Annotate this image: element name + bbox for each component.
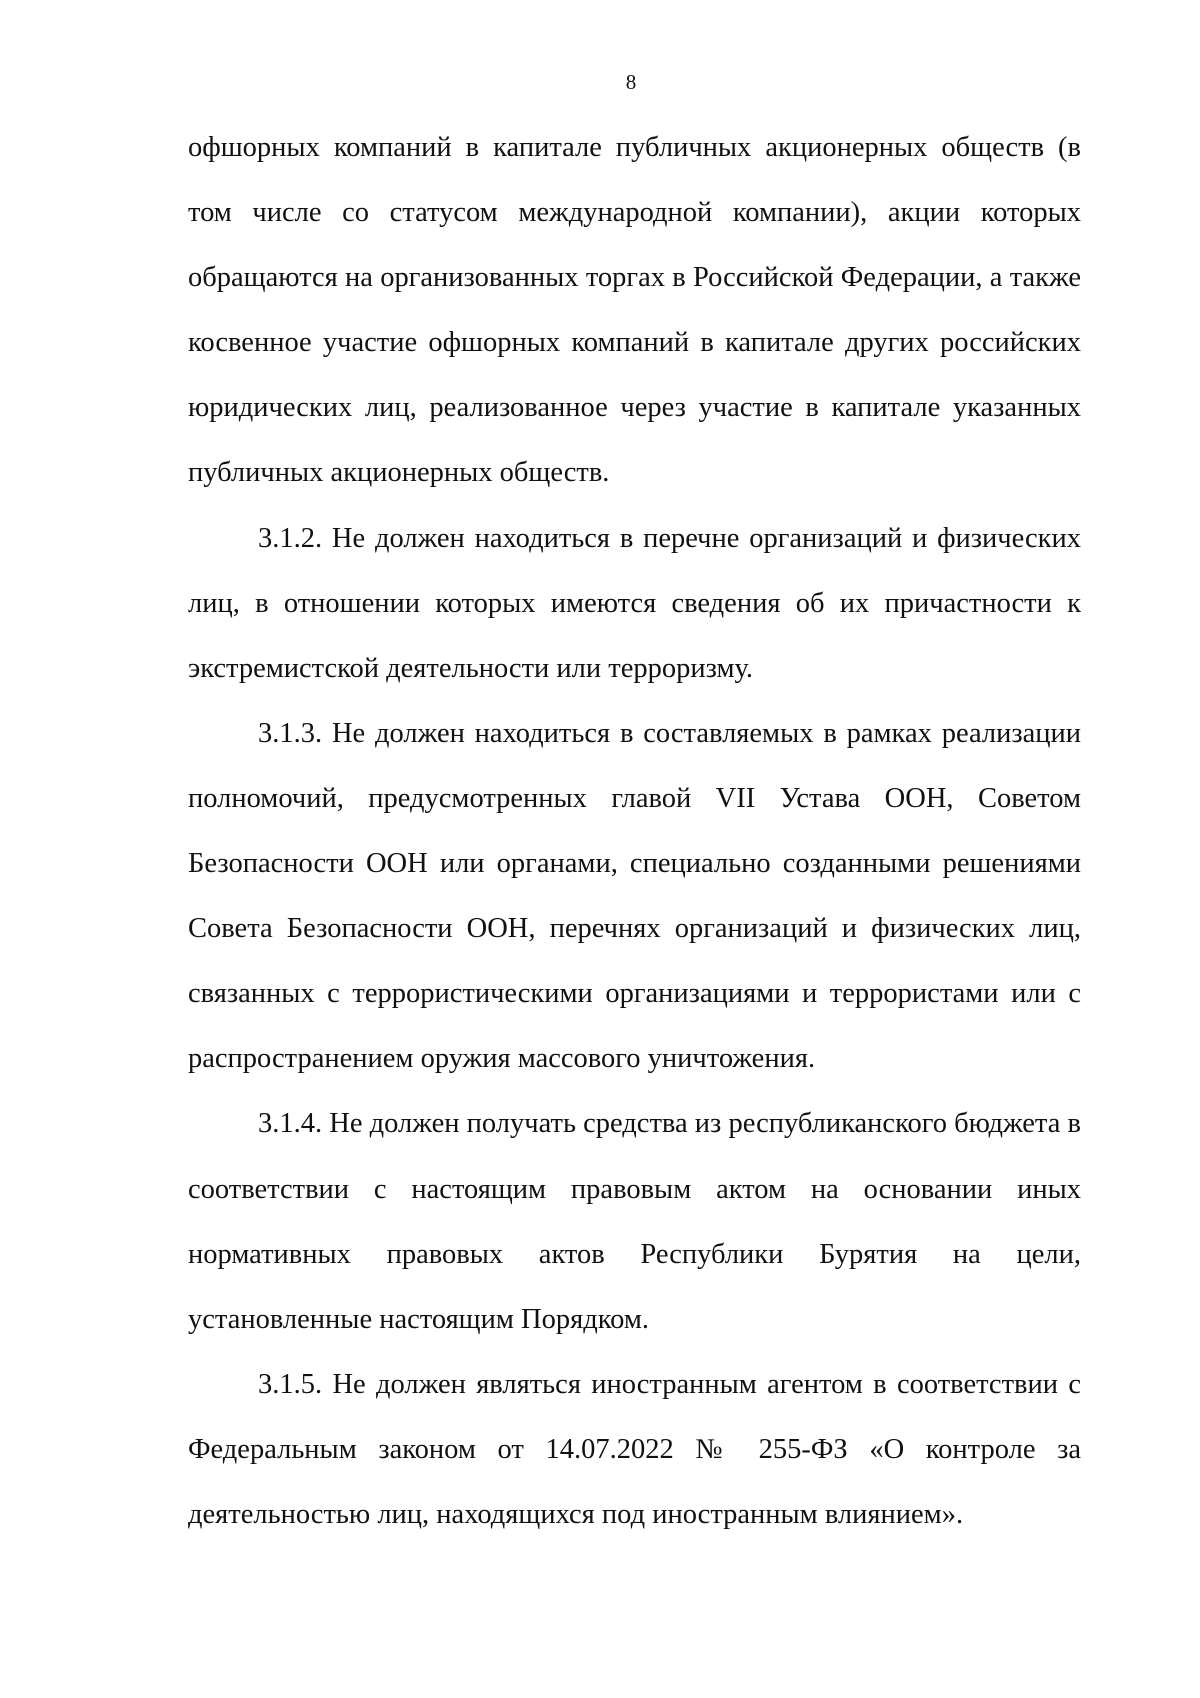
paragraph-3-1-5: 3.1.5. Не должен являться иностранным агентом в соответствии с Федеральным законом от 14.07.2022 № 255-ФЗ «О контроле за деятельностью лиц, находящихся под иностранным влиянием».	[188, 1368, 1081, 1530]
page-number: 8	[625, 70, 637, 94]
paragraph-continuation: офшорных компаний в капитале публичных акционерных обществ (в том числе со статусом международной компании), акции которых обращаются на организованных торгах в Российской Федерации, а также косвенное участие офшорных компаний в капитале других российских юридических лиц, реализованное через участие в капитале указанных публичных акционерных обществ.	[188, 132, 1081, 489]
paragraph-3-1-4: 3.1.4. Не должен получать средства из республиканского бюджета в соответствии с настоящим правовым актом на основании иных нормативных правовых актов Республики Бурятия на цели, установленные настоящим Порядком.	[188, 1108, 1081, 1335]
paragraph-3-1-2: 3.1.2. Не должен находиться в перечне организаций и физических лиц, в отношении которых имеются сведения об их причастности к экстремистской деятельности или терроризму.	[188, 522, 1081, 684]
document-body	[188, 115, 1081, 1547]
paragraph-3-1-3: 3.1.3. Не должен находиться в составляемых в рамках реализации полномочий, предусмотренных главой VII Устава ООН, Советом Безопасности ООН или органами, специально созданными решениями Совета Безопасности ООН, перечнях организаций и физических лиц, связанных с террористическими организациями и террористами или с распространением оружия массового уничтожения.	[188, 717, 1081, 1075]
